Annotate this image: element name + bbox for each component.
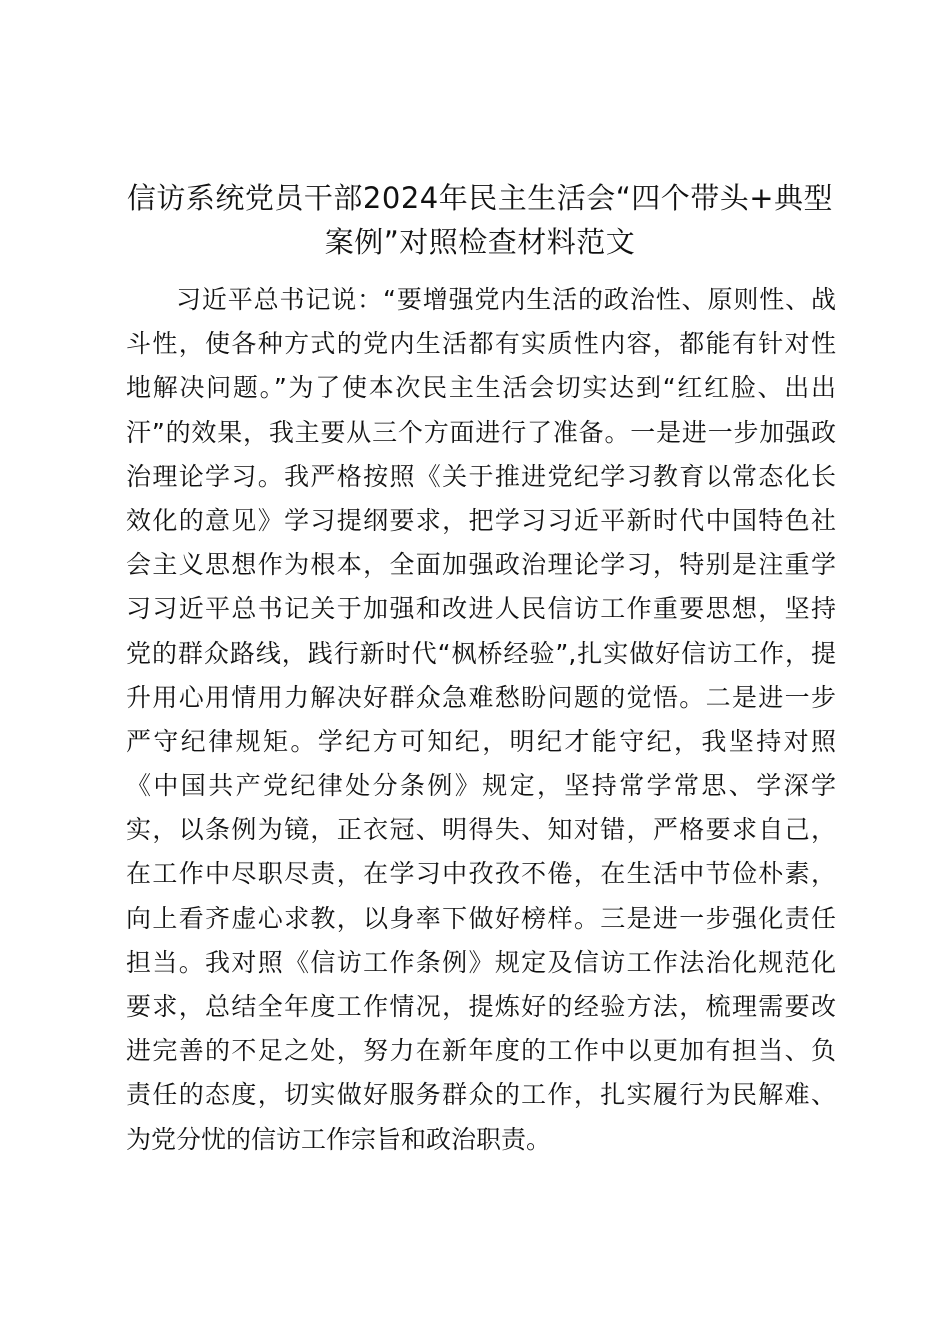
body-line: 责任的态度，切实做好服务群众的工作，扎实履行为民解难、 — [126, 1080, 836, 1110]
body-line: 习习近平总书记关于加强和改进人民信访工作重要思想，坚持 — [126, 594, 836, 624]
body-line: 担当。我对照《信访工作条例》规定及信访工作法治化规范化 — [126, 947, 836, 977]
document-title — [120, 176, 840, 264]
body-line: 为党分忧的信访工作宗旨和政治职责。 — [126, 1124, 552, 1154]
body-line: 效化的意见》学习提纲要求，把学习习近平新时代中国特色社 — [126, 505, 836, 535]
body-line: 要求，总结全年度工作情况，提炼好的经验方法，梳理需要改 — [126, 992, 836, 1021]
body-line: 斗性，使各种方式的党内生活都有实质性内容，都能有针对性 — [126, 329, 836, 359]
body-line: 进完善的不足之处，努力在新年度的工作中以更加有担当、负 — [126, 1036, 836, 1066]
body-line: 向上看齐虚心求教，以身率下做好榜样。三是进一步强化责任 — [126, 903, 836, 933]
body-line: 党的群众路线，践行新时代“枫桥经验”,扎实做好信访工作，提 — [126, 638, 836, 668]
body-line: 习近平总书记说：“要增强党内生活的政治性、原则性、战 — [176, 285, 836, 314]
body-line: 在工作中尽职尽责，在学习中孜孜不倦，在生活中节俭朴素， — [126, 859, 836, 889]
document-body-paragraph — [126, 278, 836, 1162]
body-line: 实，以条例为镜，正衣冠、明得失、知对错，严格要求自己， — [126, 815, 836, 845]
body-line: 升用心用情用力解决好群众急难愁盼问题的觉悟。二是进一步 — [126, 682, 836, 712]
body-line: 汗”的效果，我主要从三个方面进行了准备。一是进一步加强政 — [126, 417, 836, 447]
body-line: 严守纪律规矩。学纪方可知纪，明纪才能守纪，我坚持对照 — [126, 726, 836, 756]
body-line: 治理论学习。我严格按照《关于推进党纪学习教育以常态化长 — [126, 461, 836, 491]
title-line: 信访系统党员干部2024年民主生活会“四个带头+典型 — [126, 181, 834, 215]
body-line: 地解决问题。”为了使本次民主生活会切实达到“红红脸、出出 — [126, 373, 836, 403]
body-line: 会主义思想作为根本，全面加强政治理论学习，特别是注重学 — [126, 550, 836, 580]
title-line: 案例”对照检查材料范文 — [324, 225, 636, 259]
body-line: 《中国共产党纪律处分条例》规定，坚持常学常思、学深学 — [126, 771, 836, 801]
